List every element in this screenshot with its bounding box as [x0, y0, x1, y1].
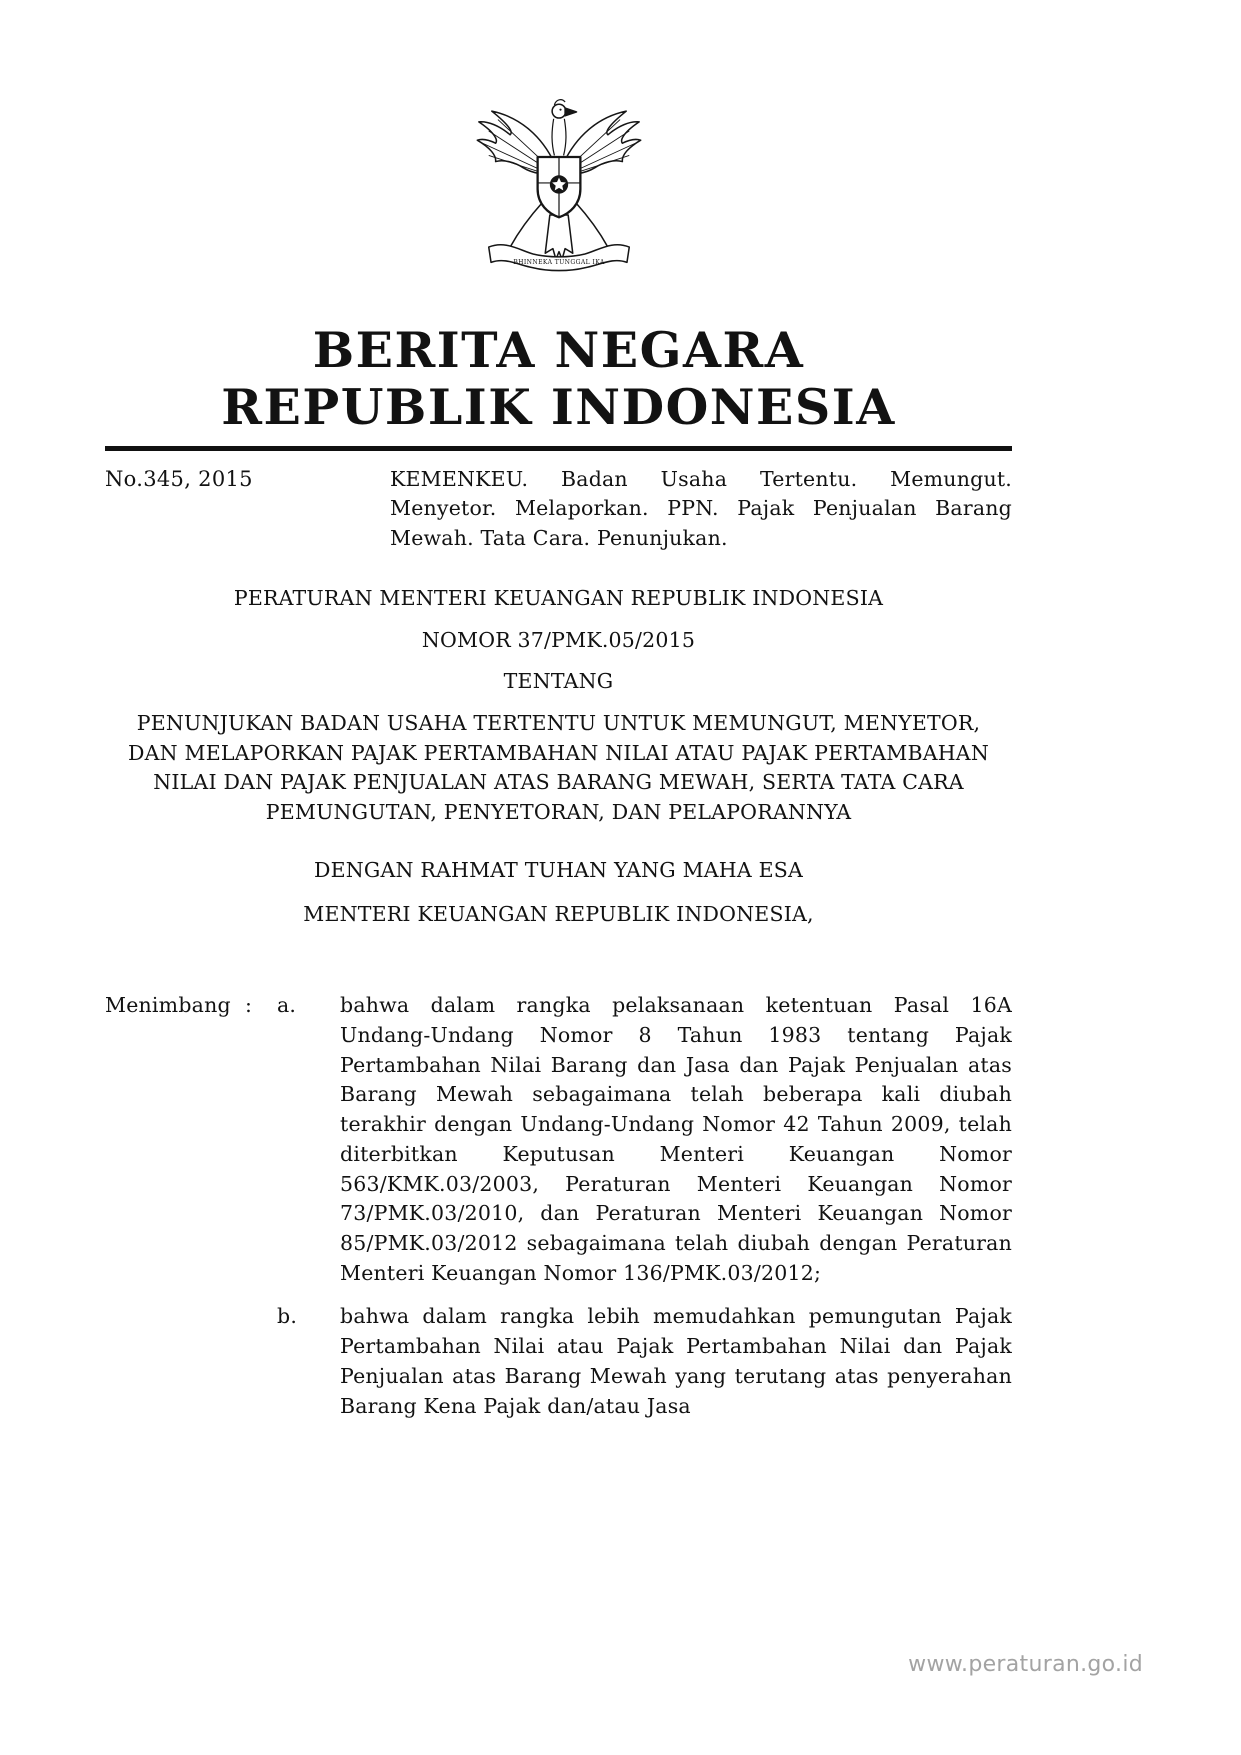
considerations-section [105, 991, 1012, 1421]
consideration-marker: a. [277, 993, 297, 1018]
masthead-divider [105, 446, 1012, 451]
considerations-colon: : [245, 993, 253, 1018]
issue-number: No.345, 2015 [105, 466, 253, 491]
consideration-item [105, 991, 1012, 1288]
regulation-number: NOMOR 37/PMK.05/2015 [421, 627, 696, 652]
page-content [105, 0, 1012, 1421]
regulation-grace: DENGAN RAHMAT TUHAN YANG MAHA ESA [313, 857, 804, 882]
garuda-pancasila-icon [475, 88, 643, 288]
masthead-title-line1: BERITA NEGARA [312, 321, 805, 379]
gazette-abstract: KEMENKEU. Badan Usaha Tertentu. Memungut. Menyetor. Melaporkan. PPN. Pajak Penjualan Barang Mewah. Tata Cara. Penunjukan. [390, 466, 1012, 551]
considerations-label: Menimbang [105, 993, 231, 1018]
consideration-item [105, 1302, 1012, 1421]
regulation-heading: PERATURAN MENTERI KEUANGAN REPUBLIK INDONESIA [233, 585, 884, 610]
regulation-subject: PENUNJUKAN BADAN USAHA TERTENTU UNTUK MEMUNGUT, MENYETOR, DAN MELAPORKAN PAJAK PERTAMBAHAN NILAI ATAU PAJAK PERTAMBAHAN NILAI DAN PAJAK PENJUALAN ATAS BARANG MEWAH, SERTA TATA CARA PEMUNGUTAN, PENYETORAN, DAN PELAPORANNYA [128, 710, 989, 825]
masthead-title [105, 322, 1012, 436]
consideration-marker: b. [277, 1304, 298, 1329]
consideration-text: bahwa dalam rangka lebih memudahkan pemungutan Pajak Pertambahan Nilai atau Pajak Pertambahan Nilai dan Pajak Penjualan atas Barang Mewah yang terutang atas penyerahan Barang Kena Pajak dan/atau Jasa [340, 1304, 1012, 1418]
regulation-minister: MENTERI KEUANGAN REPUBLIK INDONESIA, [303, 901, 814, 926]
regulation-tentang: TENTANG [503, 669, 614, 694]
consideration-text: bahwa dalam rangka pelaksanaan ketentuan Pasal 16A Undang-Undang Nomor 8 Tahun 1983 tentang Pajak Pertambahan Nilai Barang dan Jasa dan Pajak Penjualan atas Barang Mewah sebagaimana telah beberapa kali diubah terakhir dengan Undang-Undang Nomor 42 Tahun 2009, telah diterbitkan Keputusan Menteri Keuangan Nomor 563/KMK.03/2003, Peraturan Menteri Keuangan Nomor 73/PMK.03/2010, dan Peraturan Menteri Keuangan Nomor 85/PMK.03/2012 sebagaimana telah diubah dengan Peraturan Menteri Keuangan Nomor 136/PMK.03/2012; [340, 993, 1012, 1285]
emblem-container [105, 0, 1012, 288]
masthead-title-line2: REPUBLIK INDONESIA [221, 377, 896, 436]
emblem-motto: BHINNEKA TUNGGAL IKA [512, 258, 605, 266]
watermark-url: www.peraturan.go.id [908, 1652, 1143, 1677]
issue-row [105, 465, 1012, 554]
